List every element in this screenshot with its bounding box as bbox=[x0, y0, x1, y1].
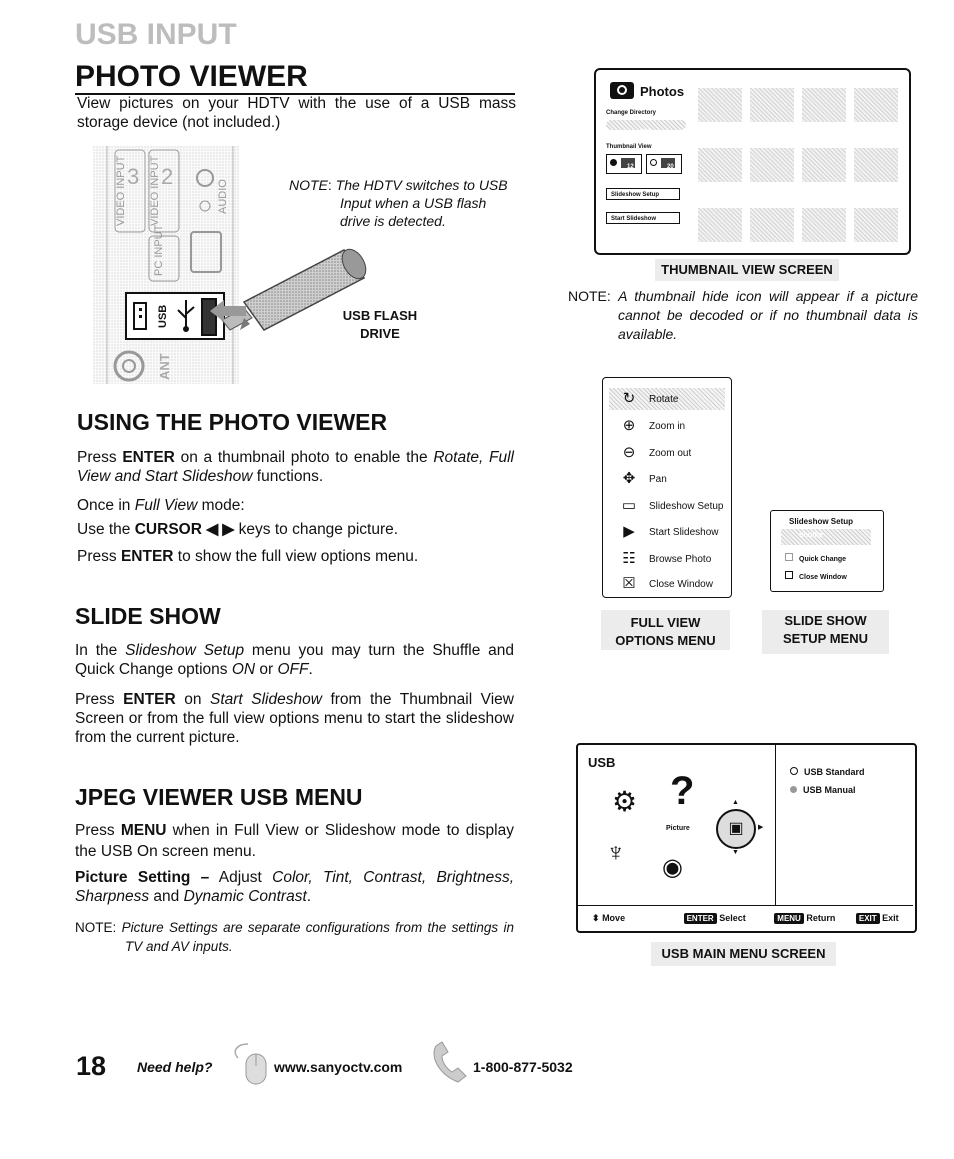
slideshow-setup-title: Slideshow Setup bbox=[789, 517, 854, 526]
slideshow-p1: In the Slideshow Setup menu you may turn the Shuffle and Quick Change options ON or OFF. bbox=[75, 642, 514, 678]
slideshow-setup-caption: SLIDE SHOW SETUP MENU bbox=[762, 610, 889, 654]
thumbnail[interactable] bbox=[802, 148, 846, 182]
flash-label-line1: USB FLASH bbox=[342, 308, 418, 323]
music-disc-icon: ◉ bbox=[662, 854, 683, 881]
slideshow-setup-highlight: Shuffle bbox=[781, 529, 871, 545]
section-header: USB INPUT bbox=[75, 18, 237, 51]
ant-label: ANT bbox=[157, 353, 172, 380]
zoom-in-icon: ⊕ bbox=[622, 417, 636, 434]
video3-label: VIDEO INPUT bbox=[115, 155, 127, 226]
picture-label: Picture bbox=[666, 825, 690, 832]
usb-directory-button[interactable]: USB bbox=[606, 120, 686, 130]
right-arrow-icon: ▶ bbox=[758, 824, 764, 831]
jpeg-p1: Press MENU when in Full View or Slideshow mode to display the USB On screen menu. bbox=[75, 822, 514, 860]
menu-key: MENU bbox=[774, 913, 804, 924]
website-link[interactable]: www.sanyoctv.com bbox=[274, 1059, 403, 1075]
video3-number: 3 bbox=[127, 164, 140, 189]
page-title-text: PHOTO VIEWER bbox=[75, 60, 316, 93]
menu-item-rotate[interactable]: ↻ Rotate bbox=[619, 390, 678, 408]
usb-selected-icon[interactable]: ▣ bbox=[716, 809, 756, 849]
slideshow-setup-button[interactable]: Slideshow Setup bbox=[606, 188, 680, 200]
flash-label-line2: DRIVE bbox=[360, 326, 400, 341]
mouse-icon bbox=[226, 1040, 270, 1086]
thumbnail[interactable] bbox=[750, 208, 794, 242]
thumb-20-option[interactable]: 20 bbox=[646, 154, 682, 174]
thumbnail-screen-caption: THUMBNAIL VIEW SCREEN bbox=[655, 259, 839, 281]
enter-key: ENTER bbox=[684, 913, 717, 924]
thumbnail[interactable] bbox=[854, 148, 898, 182]
thumbnail[interactable] bbox=[698, 88, 742, 122]
thumbnail[interactable] bbox=[750, 88, 794, 122]
camera-icon bbox=[610, 82, 634, 99]
audio-label: AUDIO bbox=[217, 179, 229, 214]
slideshow-p2: Press ENTER on Start Slideshow from the Thumbnail View Screen or from the full view options menu to start the slideshow from the current picture. bbox=[75, 691, 514, 746]
jpeg-title: JPEG VIEWER USB MENU bbox=[75, 784, 363, 810]
browse-photo-icon: ☷ bbox=[622, 550, 636, 567]
intro-text: View pictures on your HDTV with the use of a USB mass storage device (not included.) bbox=[77, 95, 516, 131]
thumbnail[interactable] bbox=[698, 208, 742, 242]
close-window-option[interactable]: Close Window bbox=[785, 571, 847, 581]
start-slideshow-icon: ▶ bbox=[623, 523, 635, 540]
usb-standard-option[interactable]: USB Standard bbox=[790, 767, 865, 777]
radio-icon bbox=[790, 786, 797, 793]
pc-input-label: PC INPUT bbox=[153, 224, 165, 276]
usb-port-dots-icon bbox=[133, 302, 147, 330]
slideshow-title: SLIDE SHOW bbox=[75, 603, 221, 629]
flash-drive-label bbox=[330, 307, 430, 343]
jpeg-p2: Picture Setting – Adjust Color, Tint, Contrast, Brightness, Sharpness and Dynamic Contrast. bbox=[75, 869, 514, 905]
thumbnail-view-screen bbox=[594, 68, 911, 255]
close-window-icon: ☒ bbox=[622, 575, 636, 592]
change-directory-label: Change Directory bbox=[606, 110, 657, 116]
menu-item-pan[interactable]: ✥ Pan bbox=[619, 470, 667, 488]
full-view-options-menu bbox=[602, 377, 732, 598]
using-p3: Use the CURSOR ◀ ▶ keys to change picture. bbox=[77, 521, 399, 538]
slideshow-setup-icon: ▭ bbox=[621, 497, 637, 514]
down-arrow-icon: ▼ bbox=[732, 849, 739, 856]
up-arrow-icon: ▲ bbox=[732, 799, 739, 806]
usb-symbol-icon bbox=[175, 298, 197, 332]
thumbnail[interactable] bbox=[802, 88, 846, 122]
page-title bbox=[75, 60, 515, 95]
pan-icon: ✥ bbox=[622, 470, 636, 487]
menu-item-zoom-out[interactable]: ⊖ Zoom out bbox=[619, 444, 691, 462]
menu-item-zoom-in[interactable]: ⊕ Zoom in bbox=[619, 417, 685, 435]
footer-hint-bar: ⬍ Move ENTER Select MENU Return EXIT Exit bbox=[592, 913, 899, 923]
phone-icon bbox=[428, 1040, 472, 1086]
usb-main-menu-caption: USB MAIN MENU SCREEN bbox=[651, 942, 836, 966]
thumbnail-view-label: Thumbnail View bbox=[606, 144, 652, 150]
thumbnail[interactable] bbox=[854, 208, 898, 242]
thumbnail[interactable] bbox=[698, 148, 742, 182]
using-p2: Once in Full View mode: bbox=[77, 497, 245, 514]
rotate-icon: ↻ bbox=[622, 390, 636, 407]
page-number: 18 bbox=[76, 1051, 107, 1081]
window-icon bbox=[785, 571, 793, 579]
insert-arrow-icon bbox=[210, 300, 246, 322]
usb-manual-option[interactable]: USB Manual bbox=[790, 785, 856, 795]
slideshow-setup-menu bbox=[770, 510, 884, 592]
phone-number: 1-800-877-5032 bbox=[473, 1059, 573, 1075]
need-help-text: Need help? bbox=[137, 1059, 213, 1075]
exit-key: EXIT bbox=[856, 913, 880, 924]
full-view-caption: FULL VIEW OPTIONS MENU bbox=[601, 610, 730, 650]
satellite-icon: ♆ bbox=[606, 837, 626, 867]
using-p4: Press ENTER to show the full view options menu. bbox=[77, 548, 419, 565]
quick-change-option[interactable]: Quick Change bbox=[785, 553, 846, 563]
thumbnail[interactable] bbox=[750, 148, 794, 182]
bottom-divider bbox=[578, 905, 913, 906]
photos-title: Photos bbox=[640, 84, 685, 99]
thumbnail-note: NOTE: A thumbnail hide icon will appear if a picture cannot be decoded or if no thumbnail data is available. bbox=[568, 288, 919, 342]
start-slideshow-button[interactable]: Start Slideshow bbox=[606, 212, 680, 224]
usb-detect-note: NOTE: The HDTV switches to USB Input when a USB flash drive is detected. bbox=[289, 177, 508, 229]
video2-label: VIDEO INPUT bbox=[149, 155, 161, 226]
thumbnail[interactable] bbox=[802, 208, 846, 242]
menu-item-browse-photo[interactable]: ☷ Browse Photo bbox=[619, 550, 711, 568]
settings-wrench-icon: ⚙ bbox=[612, 786, 638, 817]
note-prefix: NOTE bbox=[289, 177, 328, 193]
thumb-12-option[interactable]: 12 bbox=[606, 154, 642, 174]
menu-item-close-window[interactable]: ☒ Close Window bbox=[619, 575, 713, 593]
move-arrows-icon: ⬍ bbox=[592, 913, 600, 923]
checkbox-icon bbox=[785, 553, 793, 561]
menu-divider bbox=[775, 745, 776, 905]
usb-port-label: USB bbox=[157, 304, 169, 328]
menu-item-slideshow-setup[interactable]: ▭ Slideshow Setup bbox=[619, 497, 724, 515]
radio-icon bbox=[790, 767, 798, 775]
jpeg-note: NOTE: Picture Settings are separate configurations from the settings in TV and AV inputs. bbox=[75, 920, 514, 954]
video2-number: 2 bbox=[161, 164, 174, 189]
usb-screen-title: USB bbox=[588, 755, 616, 770]
picture-question-icon: ? bbox=[670, 769, 695, 813]
zoom-out-icon: ⊖ bbox=[622, 444, 636, 461]
using-title: USING THE PHOTO VIEWER bbox=[77, 409, 388, 435]
thumbnail[interactable] bbox=[854, 88, 898, 122]
menu-item-start-slideshow[interactable]: ▶ Start Slideshow bbox=[619, 523, 718, 541]
using-p1: Press ENTER on a thumbnail photo to enable the Rotate, Full View and Start Slideshow functions. bbox=[77, 449, 514, 485]
usb-main-menu-screen bbox=[576, 743, 917, 933]
note-text: The HDTV switches to USB Input when a USB flash drive is detected. bbox=[335, 177, 508, 229]
